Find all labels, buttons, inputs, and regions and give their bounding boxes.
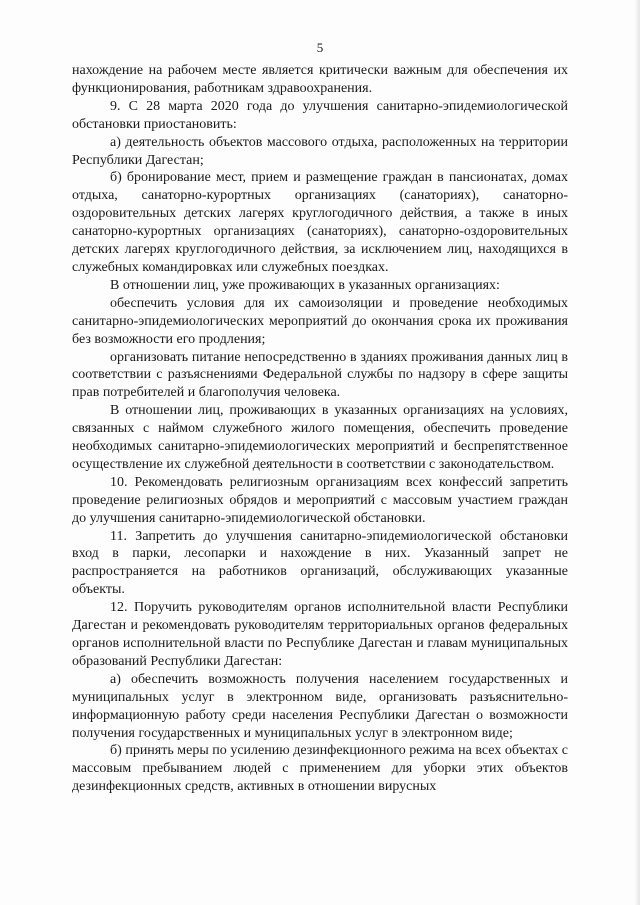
- paragraph-item-9: 9. С 28 марта 2020 года до улучшения санитарно-эпидемиологической обстановки приостановить:: [72, 98, 568, 132]
- paragraph-item-12b: б) принять меры по усилению дезинфекционного режима на всех объектах с массовым пребыванием людей с применением для уборки этих объектов дезинфекционных средств, активных в отношении вирусных: [72, 743, 568, 795]
- page-number: 5: [316, 40, 324, 55]
- paragraph-item-12: 12. Поручить руководителям органов исполнительной власти Республики Дагестан и рекомендовать руководителям территориальных органов федеральных органов исполнительной власти по Республике Дагестан и главам муниципальных образований Республики Дагестан:: [72, 600, 568, 669]
- paragraph-catering: организовать питание непосредственно в зданиях проживания данных лиц в соответствии с разъяснениями Федеральной службы по надзору в сфере защиты прав потребителей и благополучия человека.: [72, 349, 568, 401]
- paragraph-residents-intro: В отношении лиц, уже проживающих в указанных организациях:: [110, 277, 500, 293]
- scan-edge-shadow: [634, 0, 640, 905]
- paragraph-item-9b: б) бронирование мест, прием и размещение граждан в пансионатах, домах отдыха, санаторно-курортных организациях (санаториях), санаторно-оздоровительных детских лагерях круглогодичного действия, а также в иных санаторно-курортных организациях (санаториях), санаторно-оздоровительных детских лагерях круглогодичного действия, за исключением лиц, находящихся в служебных командировках или служебных поездках.: [72, 170, 568, 275]
- paragraph-self-isolation: обеспечить условия для их самоизоляции и проведение необходимых санитарно-эпидемиологических мероприятий до окончания срока их проживания без возможности его продления;: [72, 295, 568, 347]
- paragraph-service-housing: В отношении лиц, проживающих в указанных организациях на условиях, связанных с наймом служебного жилого помещения, обеспечить проведение необходимых санитарно-эпидемиологических мероприятий и беспрепятственное осуществление их служебной деятельности в соответствии с законодательством.: [72, 403, 568, 472]
- document-body: [72, 62, 568, 796]
- paragraph-item-11: 11. Запретить до улучшения санитарно-эпидемиологической обстановки вход в парки, лесопарки и нахождение в них. Указанный запрет не распространяется на работников организаций, обслуживающих указанные объекты.: [72, 528, 568, 598]
- paragraph-item-10: 10. Рекомендовать религиозным организациям всех конфессий запретить проведение религиозных обрядов и мероприятий с массовым участием граждан до улучшения санитарно-эпидемиологической обстановки.: [72, 474, 568, 526]
- paragraph-item-12a: а) обеспечить возможность получения населением государственных и муниципальных услуг в электронном виде, организовать разъяснительно-информационную работу среди населения Республики Дагестан о возможности получения государственных и муниципальных услуг в электронном виде;: [72, 671, 568, 741]
- paragraph-item-9a: а) деятельность объектов массового отдыха, расположенных на территории Республики Дагестан;: [72, 134, 568, 168]
- paragraph-continuation: нахождение на рабочем месте является критически важным для обеспечения их функционирования, работникам здравоохранения.: [72, 63, 568, 96]
